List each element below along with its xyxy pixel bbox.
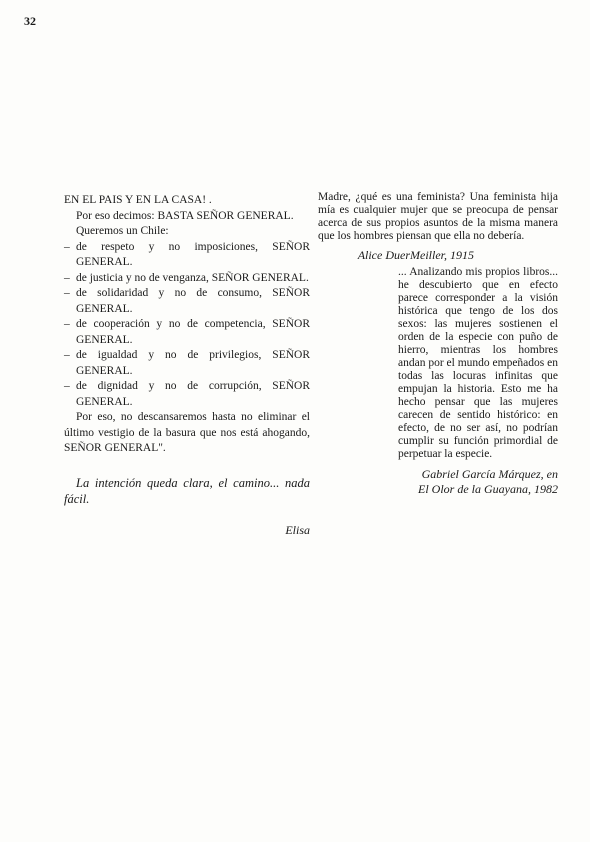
list-item: – de dignidad y no de corrupción, SEÑOR GENERAL.	[64, 379, 310, 410]
list-item: – de justicia y no de venganza, SEÑOR GENERAL.	[64, 271, 310, 287]
manifesto-heading: EN EL PAIS Y EN LA CASA! .	[64, 194, 212, 206]
list-item: – de igualdad y no de privilegios, SEÑOR GENERAL.	[64, 348, 310, 379]
quotes-column	[318, 191, 558, 497]
list-item: – de cooperación y no de competencia, SEÑOR GENERAL.	[64, 317, 310, 348]
list-item: – de solidaridad y no de consumo, SEÑOR GENERAL.	[64, 286, 310, 317]
list-item: – de respeto y no imposiciones, SEÑOR GENERAL.	[64, 240, 310, 271]
quote-text: ... Analizando mis propios libros... he descubierto que en efecto parece corresponder a la visión histórica que tengo de los dos sexos: las mujeres sostienen el orden de la especie con puño de hierro, mientras los hombres andan por el mundo empeñados en todas las locuras infinitas que empujan la historia. Esto me ha hecho pensar que las mujeres carecen de sentido histórico: en efecto, de no ser así, no podrían cumplir su función primordial de perpetuar la especie.	[398, 266, 558, 460]
attribution-source: El Olor de la Guayana, 1982	[418, 482, 558, 496]
page-number: 32	[24, 14, 36, 28]
demands-list	[64, 240, 310, 411]
manifesto-paragraph: Por eso decimos: BASTA SEÑOR GENERAL.	[76, 209, 294, 222]
conclusion-text: La intención queda clara, el camino... nada fácil.	[64, 475, 310, 506]
quote-attribution	[318, 467, 558, 497]
manifesto-column	[64, 193, 310, 538]
manifesto-paragraph: Por eso, no descansaremos hasta no eliminar el último vestigio de la basura que nos está ahogando, SEÑOR GENERAL".	[64, 411, 310, 454]
attribution-author: Gabriel García Márquez, en	[421, 467, 558, 481]
signature: Elisa	[285, 522, 310, 537]
manifesto-paragraph: Queremos un Chile:	[76, 225, 169, 237]
quote-attribution: Alice DuerMeiller, 1915	[357, 248, 474, 262]
quote-text: Madre, ¿qué es una feminista? Una feminista hija mía es cualquier mujer que se preocupa de pensar acerca de sus propios asuntos de la misma manera que los hombres piensan que ella no debería.	[318, 191, 558, 242]
